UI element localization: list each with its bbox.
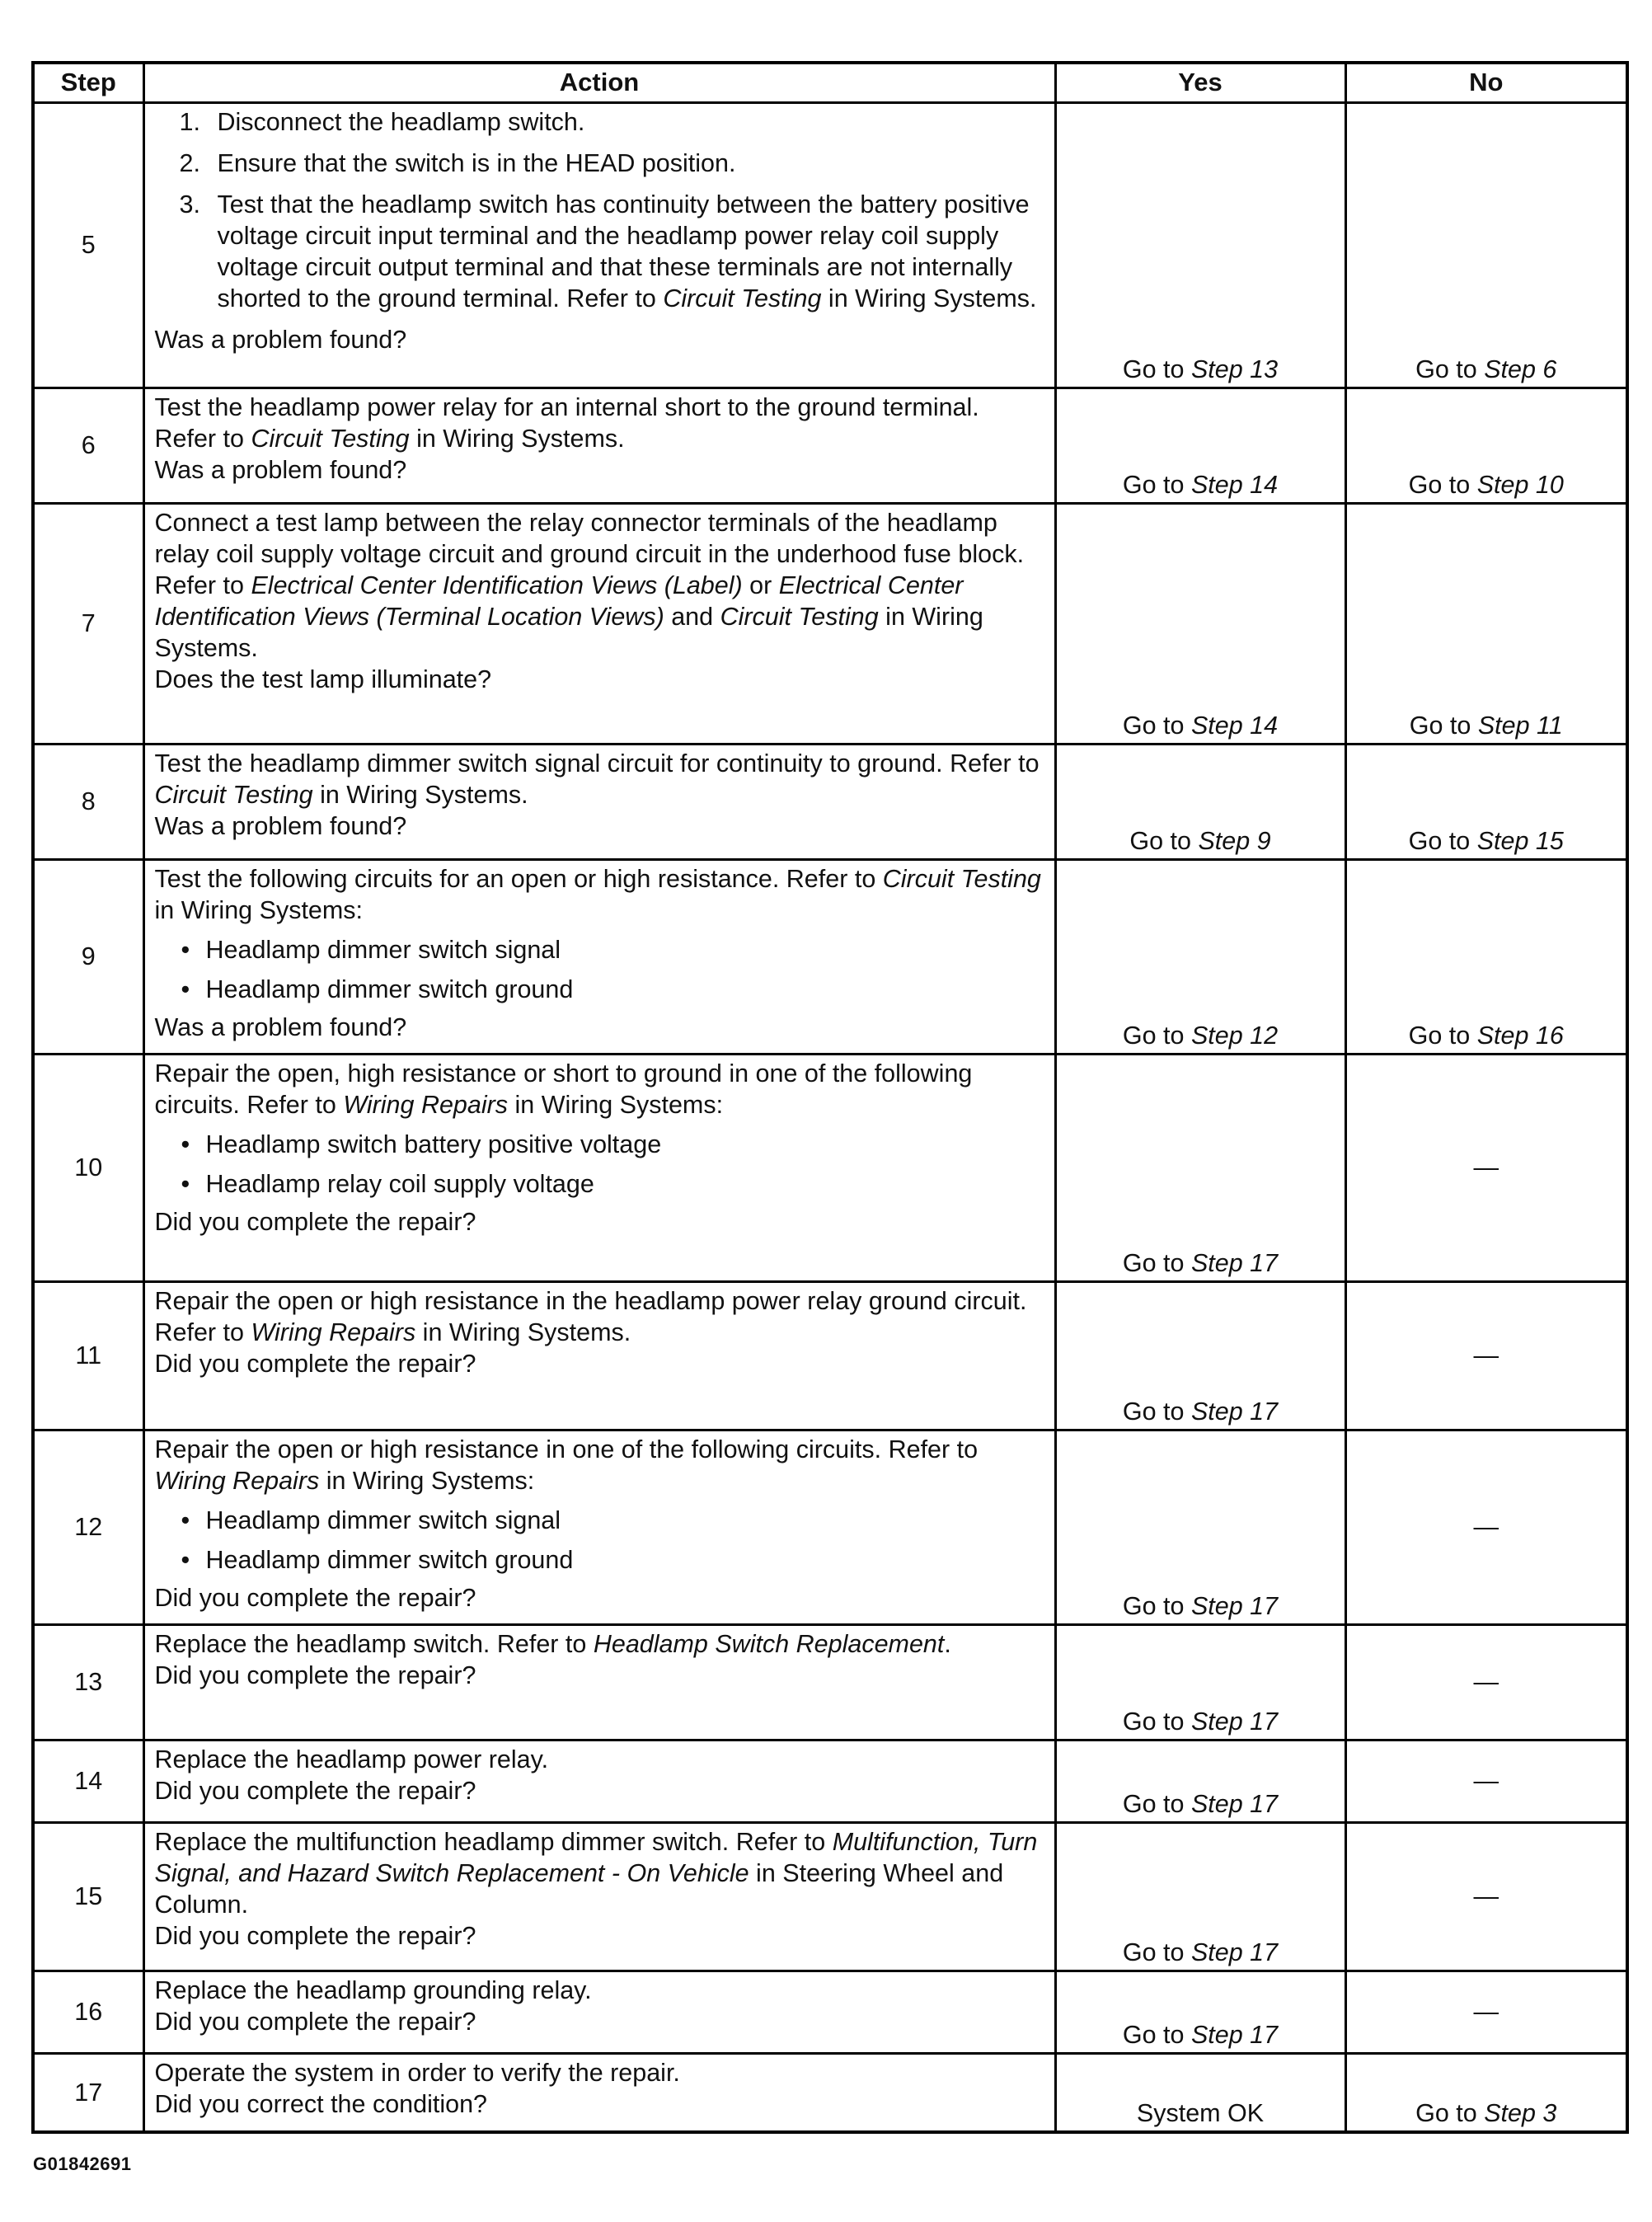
- text: Did you complete the repair?: [154, 1207, 476, 1236]
- bullet-item: [181, 974, 1043, 1005]
- reference-text: Step 17: [1190, 1707, 1279, 1736]
- action-cell: [143, 1281, 1055, 1430]
- yes-cell: [1055, 1281, 1345, 1430]
- bullet-icon: •: [181, 1130, 190, 1158]
- yes-cell: [1055, 102, 1345, 388]
- text: Did you correct the condition?: [154, 2089, 487, 2118]
- no-text: Go to: [1408, 826, 1477, 855]
- no-cell-empty: [1345, 1430, 1627, 1624]
- reference-text: Circuit Testing: [720, 602, 879, 631]
- bullet-text-part: Headlamp dimmer switch signal: [205, 935, 561, 964]
- step-number: 10: [33, 1054, 143, 1281]
- diagnostic-table: [31, 61, 1629, 2134]
- text: in Wiring Systems.: [154, 602, 983, 662]
- text: Was a problem found?: [154, 325, 407, 354]
- instruction-text: [155, 863, 1043, 926]
- action-cell: [143, 1822, 1055, 1971]
- numbered-step: [180, 148, 1043, 179]
- no-cell-empty: [1345, 1971, 1627, 2053]
- action-cell: [143, 503, 1055, 744]
- text: in Wiring Systems:: [154, 895, 364, 924]
- text: .: [944, 1629, 951, 1658]
- text: Repair the open or high resistance in the headlamp power relay ground circuit. Refer to: [154, 1286, 1027, 1346]
- reference-text: Headlamp Switch Replacement: [593, 1629, 945, 1658]
- bullet-item: [181, 1505, 1043, 1536]
- step-text: Disconnect the headlamp switch.: [217, 107, 585, 136]
- bullet-item: [181, 1129, 1043, 1160]
- no-cell: [1345, 102, 1627, 388]
- reference-text: Circuit Testing: [882, 864, 1041, 893]
- header-no: No: [1345, 63, 1627, 102]
- instruction-text: [155, 1628, 1043, 1660]
- text: Was a problem found?: [154, 455, 407, 484]
- text: in Wiring Systems.: [415, 1318, 631, 1346]
- table-row: [33, 503, 1627, 744]
- action-cell: [143, 2053, 1055, 2132]
- yes-text: Go to: [1122, 1397, 1191, 1426]
- question-text: [155, 2088, 1043, 2120]
- table-row: [33, 102, 1627, 388]
- reference-text: Step 17: [1190, 1397, 1279, 1426]
- step-number: 14: [33, 1740, 143, 1822]
- reference-text: Circuit Testing: [663, 284, 822, 312]
- text: Test the headlamp dimmer switch signal circuit for continuity to ground. Refer to: [154, 749, 1040, 777]
- reference-text: Step 17: [1190, 1789, 1279, 1818]
- instruction-text: [155, 392, 1043, 454]
- step-number: 16: [33, 1971, 143, 2053]
- reference-text: Step 13: [1190, 355, 1279, 383]
- yes-text: Go to: [1122, 1789, 1191, 1818]
- no-cell-empty: [1345, 1822, 1627, 1971]
- yes-cell: [1055, 1430, 1345, 1624]
- action-cell: [143, 1054, 1055, 1281]
- numbered-step-text: [218, 148, 1043, 179]
- no-text: —: [1473, 1668, 1499, 1696]
- yes-text: Go to: [1122, 711, 1191, 740]
- numbered-step-text: [218, 106, 1043, 138]
- step-number: 12: [33, 1430, 143, 1624]
- bullet-icon: •: [181, 1545, 190, 1574]
- list-number: 2.: [179, 148, 200, 177]
- table-row: [33, 859, 1627, 1054]
- table-header-row: [33, 63, 1627, 102]
- no-text: —: [1473, 1882, 1499, 1910]
- table-row: [33, 388, 1627, 503]
- yes-cell: [1055, 744, 1345, 859]
- reference-text: Step 17: [1190, 1591, 1279, 1620]
- instruction-text: [155, 1434, 1043, 1496]
- step-text: Ensure that the switch is in the HEAD position.: [217, 148, 736, 177]
- question-text: [155, 664, 1043, 695]
- action-cell: [143, 1971, 1055, 2053]
- bullet-item: [181, 1168, 1043, 1200]
- action-cell: [143, 744, 1055, 859]
- reference-text: Electrical Center Identification Views (Terminal Location Views): [154, 571, 964, 631]
- reference-text: Wiring Repairs: [343, 1090, 509, 1119]
- text: Replace the headlamp grounding relay.: [154, 1975, 592, 2004]
- reference-text: Wiring Repairs: [154, 1466, 320, 1495]
- no-cell-empty: [1345, 1624, 1627, 1740]
- bullet-text: [206, 1168, 594, 1200]
- yes-text: Go to: [1122, 355, 1191, 383]
- yes-text: Go to: [1122, 2020, 1191, 2049]
- step-text: Test that the headlamp switch has continuity between the battery positive voltage circuit input terminal and the headlamp power relay coil supply voltage circuit output terminal and that these terminals are not internally shorted to the ground terminal. Refer to: [217, 190, 1030, 312]
- reference-text: Circuit Testing: [154, 780, 313, 809]
- text: in Steering Wheel and Column.: [154, 1858, 1004, 1919]
- yes-cell: [1055, 859, 1345, 1054]
- bullet-text: [206, 1544, 574, 1576]
- instruction-text: [155, 1744, 1043, 1775]
- numbered-step: [180, 106, 1043, 138]
- step-number: 9: [33, 859, 143, 1054]
- text: in Wiring Systems.: [312, 780, 528, 809]
- no-text: Go to: [1415, 2099, 1485, 2127]
- header-step: Step: [33, 63, 143, 102]
- reference-text: Step 6: [1484, 355, 1557, 383]
- yes-cell: [1055, 1624, 1345, 1740]
- text: Test the headlamp power relay for an internal short to the ground terminal. Refer to: [154, 392, 979, 453]
- reference-text: Circuit Testing: [251, 424, 410, 453]
- reference-text: Multifunction, Turn Signal, and Hazard Switch Replacement - On Vehicle: [154, 1827, 1038, 1887]
- question-text: [155, 1012, 1043, 1043]
- yes-text: Go to: [1122, 1021, 1191, 1050]
- text: Did you complete the repair?: [154, 1661, 476, 1689]
- bullet-text-part: Headlamp relay coil supply voltage: [205, 1169, 594, 1198]
- step-number: 7: [33, 503, 143, 744]
- question-text: [155, 1582, 1043, 1614]
- question-text: [155, 1348, 1043, 1379]
- reference-text: Step 14: [1190, 711, 1279, 740]
- step-number: 11: [33, 1281, 143, 1430]
- no-cell: [1345, 503, 1627, 744]
- reference-text: Step 14: [1190, 470, 1279, 499]
- table-row: [33, 1740, 1627, 1822]
- table-row: [33, 1822, 1627, 1971]
- question-text: [155, 324, 1043, 355]
- step-number: 6: [33, 388, 143, 503]
- question-text: [155, 1920, 1043, 1952]
- yes-text: Go to: [1122, 1938, 1191, 1966]
- no-text: Go to: [1408, 1021, 1477, 1050]
- yes-cell: [1055, 1971, 1345, 2053]
- text: Operate the system in order to verify the repair.: [154, 2058, 680, 2087]
- text: Test the following circuits for an open or high resistance. Refer to: [154, 864, 883, 893]
- bullet-text: [206, 974, 574, 1005]
- question-text: [155, 1775, 1043, 1806]
- text: Did you complete the repair?: [154, 1583, 476, 1612]
- no-text: —: [1473, 1513, 1499, 1541]
- no-text: —: [1473, 1767, 1499, 1795]
- yes-cell: [1055, 503, 1345, 744]
- no-text: Go to: [1415, 355, 1485, 383]
- text: Did you complete the repair?: [154, 1776, 476, 1805]
- table-body: [33, 102, 1627, 2132]
- yes-cell: [1055, 1740, 1345, 1822]
- bullet-item: [181, 1544, 1043, 1576]
- step-number: 13: [33, 1624, 143, 1740]
- yes-text: Go to: [1129, 826, 1199, 855]
- yes-cell: [1055, 1054, 1345, 1281]
- no-text: —: [1473, 1998, 1499, 2026]
- figure-code: G01842691: [33, 2154, 132, 2174]
- table-row: [33, 1624, 1627, 1740]
- header-yes: Yes: [1055, 63, 1345, 102]
- bullet-icon: •: [181, 975, 190, 1003]
- yes-cell: [1055, 1822, 1345, 1971]
- text: Did you complete the repair?: [154, 1921, 476, 1950]
- table-row: [33, 1281, 1627, 1430]
- bullet-icon: •: [181, 1506, 190, 1534]
- text: Replace the headlamp switch. Refer to: [154, 1629, 594, 1658]
- no-cell-empty: [1345, 1740, 1627, 1822]
- step-number: 17: [33, 2053, 143, 2132]
- step-number: 8: [33, 744, 143, 859]
- reference-text: Step 11: [1477, 711, 1563, 740]
- no-text: Go to: [1408, 470, 1477, 499]
- text: Did you complete the repair?: [154, 2007, 476, 2036]
- action-cell: [143, 102, 1055, 388]
- text: Repair the open or high resistance in one of the following circuits. Refer to: [154, 1435, 979, 1463]
- bullet-item: [181, 934, 1043, 965]
- bullet-icon: •: [181, 1169, 190, 1198]
- yes-text: Go to: [1122, 1591, 1191, 1620]
- text: in Wiring Systems:: [319, 1466, 535, 1495]
- step-number: 15: [33, 1822, 143, 1971]
- bullet-text: [206, 1129, 662, 1160]
- instruction-text: [155, 1058, 1043, 1120]
- reference-text: Step 9: [1198, 826, 1271, 855]
- yes-cell: [1055, 2053, 1345, 2132]
- list-number: 1.: [179, 107, 200, 136]
- reference-text: Step 10: [1476, 470, 1564, 499]
- table-row: [33, 1054, 1627, 1281]
- reference-text: Step 17: [1190, 1248, 1279, 1277]
- text: or: [742, 571, 779, 599]
- no-text: Go to: [1409, 711, 1478, 740]
- yes-cell: [1055, 388, 1345, 503]
- yes-text: Go to: [1122, 1248, 1191, 1277]
- numbered-step: [180, 189, 1043, 314]
- text: Repair the open, high resistance or short to ground in one of the following circuits. Refer to: [154, 1059, 973, 1119]
- reference-text: Electrical Center Identification Views (Label): [251, 571, 743, 599]
- instruction-text: [155, 1975, 1043, 2006]
- no-cell: [1345, 859, 1627, 1054]
- question-text: [155, 2006, 1043, 2037]
- yes-text: System OK: [1136, 2099, 1265, 2127]
- table-row: [33, 1971, 1627, 2053]
- reference-text: Step 3: [1484, 2099, 1557, 2127]
- action-cell: [143, 1740, 1055, 1822]
- reference-text: Step 15: [1476, 826, 1564, 855]
- instruction-text: [155, 2057, 1043, 2088]
- no-text: —: [1473, 1153, 1499, 1181]
- reference-text: Step 17: [1190, 1938, 1279, 1966]
- text: in Wiring Systems:: [508, 1090, 724, 1119]
- bullet-icon: •: [181, 935, 190, 964]
- yes-text: Go to: [1122, 470, 1191, 499]
- no-cell-empty: [1345, 1054, 1627, 1281]
- numbered-step-text: [218, 189, 1043, 314]
- action-cell: [143, 388, 1055, 503]
- instruction-text: [155, 1285, 1043, 1348]
- action-cell: [143, 859, 1055, 1054]
- question-text: [155, 1206, 1043, 1238]
- no-cell: [1345, 388, 1627, 503]
- step-number: 5: [33, 102, 143, 388]
- table-row: [33, 1430, 1627, 1624]
- action-cell: [143, 1430, 1055, 1624]
- reference-text: Wiring Repairs: [251, 1318, 416, 1346]
- table-row: [33, 2053, 1627, 2132]
- text: Replace the multifunction headlamp dimmer switch. Refer to: [154, 1827, 833, 1856]
- no-cell-empty: [1345, 1281, 1627, 1430]
- question-text: [155, 454, 1043, 486]
- text: Does the test lamp illuminate?: [154, 665, 492, 693]
- bullet-text-part: Headlamp dimmer switch signal: [205, 1506, 561, 1534]
- text: in Wiring Systems.: [409, 424, 625, 453]
- reference-text: Step 12: [1190, 1021, 1279, 1050]
- reference-text: Step 16: [1476, 1021, 1564, 1050]
- list-number: 3.: [179, 190, 200, 218]
- question-text: [155, 810, 1043, 842]
- text: Was a problem found?: [154, 811, 407, 840]
- instruction-text: [155, 1826, 1043, 1920]
- no-cell: [1345, 744, 1627, 859]
- reference-text: Step 17: [1190, 2020, 1279, 2049]
- bullet-text: [206, 934, 561, 965]
- no-cell: [1345, 2053, 1627, 2132]
- action-cell: [143, 1624, 1055, 1740]
- question-text: [155, 1660, 1043, 1691]
- bullet-text-part: Headlamp dimmer switch ground: [205, 975, 574, 1003]
- instruction-text: [155, 507, 1043, 664]
- text: Connect a test lamp between the relay connector terminals of the headlamp relay coil supply voltage circuit and ground circuit in the underhood fuse block. Refer to: [154, 508, 1025, 599]
- text: Did you complete the repair?: [154, 1349, 476, 1378]
- table-row: [33, 744, 1627, 859]
- text: and: [664, 602, 720, 631]
- bullet-text-part: Headlamp switch battery positive voltage: [205, 1130, 662, 1158]
- text: Was a problem found?: [154, 1012, 407, 1041]
- instruction-text: [155, 748, 1043, 810]
- bullet-text: [206, 1505, 561, 1536]
- text: Replace the headlamp power relay.: [154, 1745, 549, 1773]
- bullet-text-part: Headlamp dimmer switch ground: [205, 1545, 574, 1574]
- header-action: Action: [143, 63, 1055, 102]
- step-text: in Wiring Systems.: [821, 284, 1037, 312]
- yes-text: Go to: [1122, 1707, 1191, 1736]
- no-text: —: [1473, 1341, 1499, 1369]
